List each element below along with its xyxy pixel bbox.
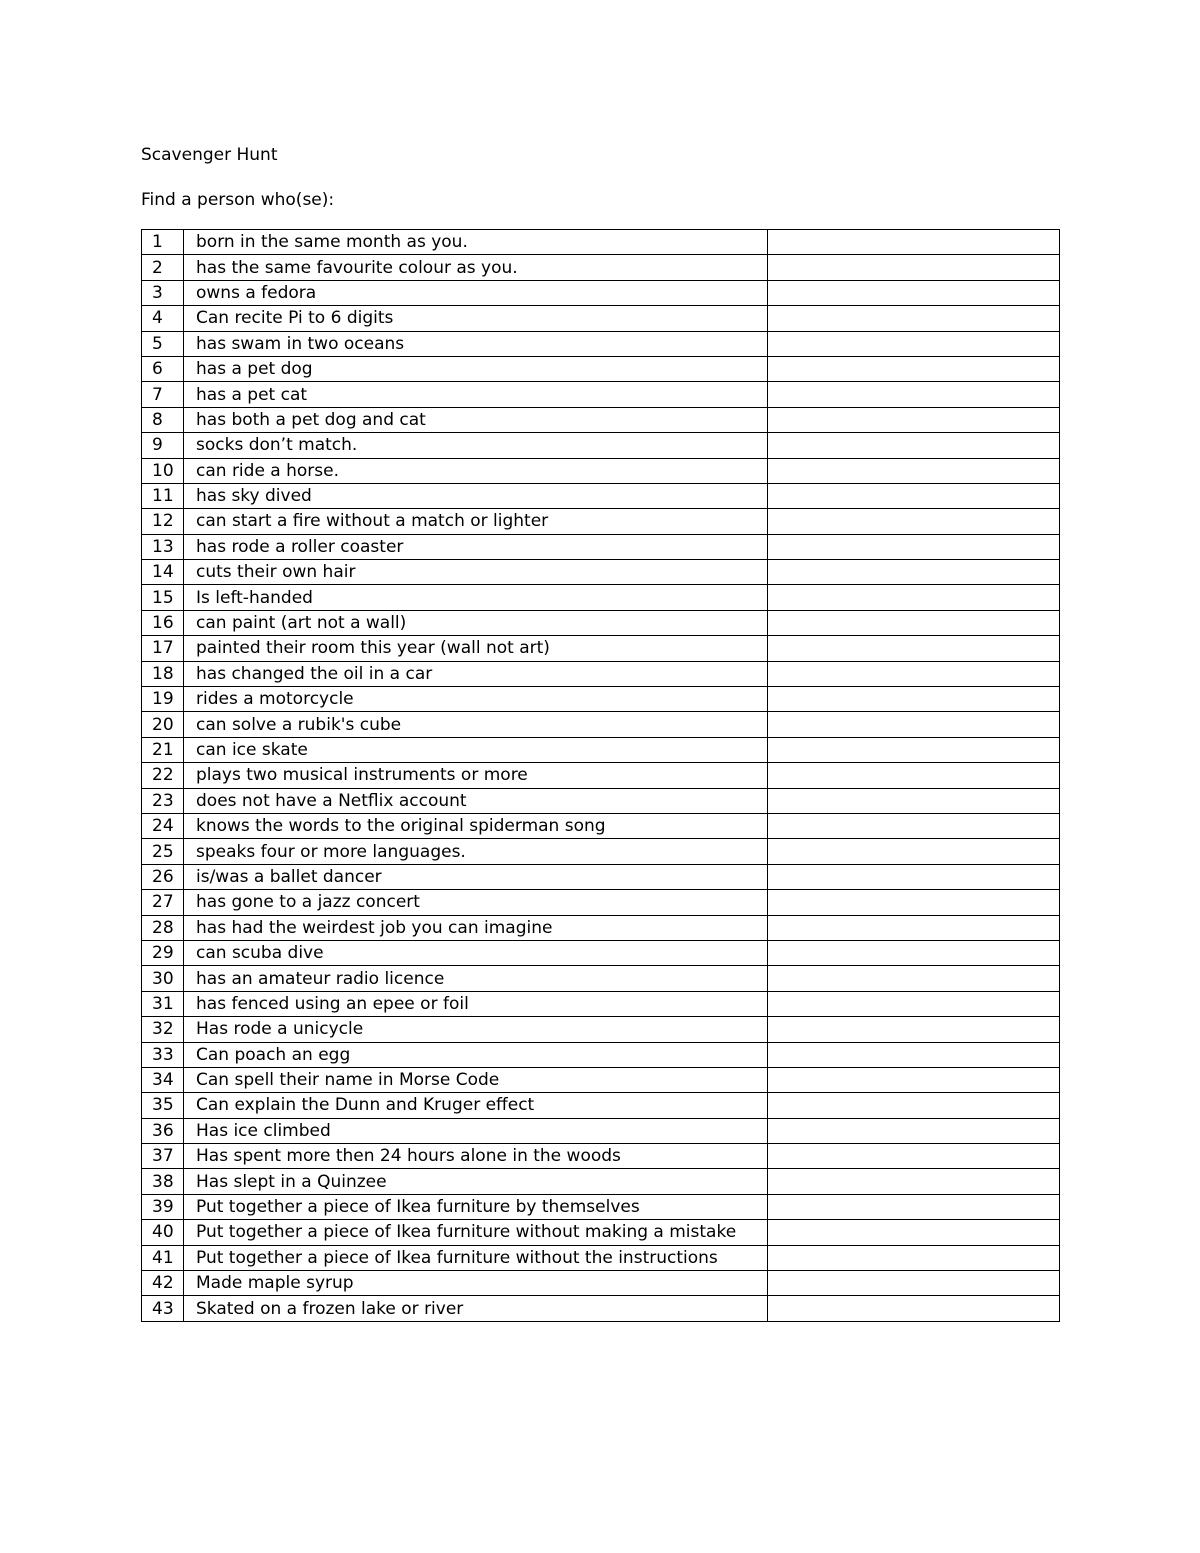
table-row bbox=[142, 839, 1060, 864]
row-number: 20 bbox=[142, 712, 184, 737]
row-description: Put together a piece of Ikea furniture without the instructions bbox=[184, 1245, 768, 1270]
row-description: Can explain the Dunn and Kruger effect bbox=[184, 1093, 768, 1118]
row-description: Can recite Pi to 6 digits bbox=[184, 306, 768, 331]
row-name-blank bbox=[768, 585, 1060, 610]
row-name-blank bbox=[768, 509, 1060, 534]
row-name-blank bbox=[768, 230, 1060, 255]
row-description: Put together a piece of Ikea furniture by themselves bbox=[184, 1194, 768, 1219]
row-name-blank bbox=[768, 712, 1060, 737]
row-description: speaks four or more languages. bbox=[184, 839, 768, 864]
row-name-blank bbox=[768, 1194, 1060, 1219]
table-row bbox=[142, 585, 1060, 610]
row-description: owns a fedora bbox=[184, 280, 768, 305]
row-number: 43 bbox=[142, 1296, 184, 1321]
row-number: 42 bbox=[142, 1271, 184, 1296]
row-number: 23 bbox=[142, 788, 184, 813]
table-row bbox=[142, 534, 1060, 559]
scavenger-hunt-table bbox=[141, 229, 1060, 1322]
row-description: can scuba dive bbox=[184, 940, 768, 965]
row-description: knows the words to the original spiderman song bbox=[184, 813, 768, 838]
row-number: 37 bbox=[142, 1144, 184, 1169]
row-number: 10 bbox=[142, 458, 184, 483]
table-row bbox=[142, 483, 1060, 508]
table-row bbox=[142, 864, 1060, 889]
row-number: 41 bbox=[142, 1245, 184, 1270]
row-description: Made maple syrup bbox=[184, 1271, 768, 1296]
row-number: 33 bbox=[142, 1042, 184, 1067]
row-name-blank bbox=[768, 839, 1060, 864]
row-number: 7 bbox=[142, 382, 184, 407]
row-number: 9 bbox=[142, 433, 184, 458]
scavenger-hunt-table-body bbox=[142, 230, 1060, 1322]
table-row bbox=[142, 1271, 1060, 1296]
row-description: Has spent more then 24 hours alone in the woods bbox=[184, 1144, 768, 1169]
row-description: does not have a Netflix account bbox=[184, 788, 768, 813]
row-description: Can poach an egg bbox=[184, 1042, 768, 1067]
page-title: Scavenger Hunt bbox=[141, 145, 278, 165]
row-number: 6 bbox=[142, 356, 184, 381]
table-row bbox=[142, 1144, 1060, 1169]
row-name-blank bbox=[768, 1169, 1060, 1194]
row-number: 3 bbox=[142, 280, 184, 305]
row-description: socks don’t match. bbox=[184, 433, 768, 458]
table-row bbox=[142, 636, 1060, 661]
row-description: Has ice climbed bbox=[184, 1118, 768, 1143]
table-row bbox=[142, 687, 1060, 712]
row-description: Put together a piece of Ikea furniture without making a mistake bbox=[184, 1220, 768, 1245]
row-number: 35 bbox=[142, 1093, 184, 1118]
row-number: 1 bbox=[142, 230, 184, 255]
table-row bbox=[142, 1220, 1060, 1245]
row-number: 5 bbox=[142, 331, 184, 356]
table-row bbox=[142, 1296, 1060, 1321]
table-row bbox=[142, 1194, 1060, 1219]
row-name-blank bbox=[768, 306, 1060, 331]
table-row bbox=[142, 966, 1060, 991]
row-name-blank bbox=[768, 560, 1060, 585]
row-name-blank bbox=[768, 458, 1060, 483]
table-row bbox=[142, 331, 1060, 356]
table-row bbox=[142, 712, 1060, 737]
row-number: 27 bbox=[142, 890, 184, 915]
table-row bbox=[142, 1042, 1060, 1067]
row-number: 4 bbox=[142, 306, 184, 331]
row-number: 28 bbox=[142, 915, 184, 940]
table-row bbox=[142, 890, 1060, 915]
table-row bbox=[142, 1169, 1060, 1194]
table-row bbox=[142, 1118, 1060, 1143]
row-number: 16 bbox=[142, 610, 184, 635]
row-number: 34 bbox=[142, 1067, 184, 1092]
row-name-blank bbox=[768, 483, 1060, 508]
row-description: Is left-handed bbox=[184, 585, 768, 610]
table-row bbox=[142, 813, 1060, 838]
row-name-blank bbox=[768, 1118, 1060, 1143]
row-description: has rode a roller coaster bbox=[184, 534, 768, 559]
table-row bbox=[142, 382, 1060, 407]
table-row bbox=[142, 1067, 1060, 1092]
row-number: 25 bbox=[142, 839, 184, 864]
row-name-blank bbox=[768, 636, 1060, 661]
row-name-blank bbox=[768, 356, 1060, 381]
row-description: has both a pet dog and cat bbox=[184, 407, 768, 432]
table-row bbox=[142, 255, 1060, 280]
row-description: Skated on a frozen lake or river bbox=[184, 1296, 768, 1321]
row-description: Has rode a unicycle bbox=[184, 1017, 768, 1042]
table-row bbox=[142, 433, 1060, 458]
row-name-blank bbox=[768, 1245, 1060, 1270]
row-name-blank bbox=[768, 991, 1060, 1016]
row-name-blank bbox=[768, 890, 1060, 915]
row-number: 21 bbox=[142, 737, 184, 762]
table-row bbox=[142, 915, 1060, 940]
row-number: 40 bbox=[142, 1220, 184, 1245]
row-name-blank bbox=[768, 864, 1060, 889]
row-name-blank bbox=[768, 280, 1060, 305]
table-row bbox=[142, 280, 1060, 305]
row-name-blank bbox=[768, 966, 1060, 991]
row-name-blank bbox=[768, 1067, 1060, 1092]
row-number: 30 bbox=[142, 966, 184, 991]
row-description: has gone to a jazz concert bbox=[184, 890, 768, 915]
row-description: has a pet cat bbox=[184, 382, 768, 407]
row-name-blank bbox=[768, 1220, 1060, 1245]
row-description: has sky dived bbox=[184, 483, 768, 508]
row-description: Can spell their name in Morse Code bbox=[184, 1067, 768, 1092]
table-row bbox=[142, 407, 1060, 432]
row-name-blank bbox=[768, 788, 1060, 813]
row-name-blank bbox=[768, 382, 1060, 407]
row-name-blank bbox=[768, 1144, 1060, 1169]
row-number: 11 bbox=[142, 483, 184, 508]
row-name-blank bbox=[768, 763, 1060, 788]
row-description: can ice skate bbox=[184, 737, 768, 762]
row-number: 14 bbox=[142, 560, 184, 585]
table-row bbox=[142, 737, 1060, 762]
table-row bbox=[142, 1093, 1060, 1118]
row-number: 13 bbox=[142, 534, 184, 559]
instruction-text: Find a person who(se): bbox=[141, 190, 335, 210]
row-name-blank bbox=[768, 1271, 1060, 1296]
row-name-blank bbox=[768, 1093, 1060, 1118]
row-number: 38 bbox=[142, 1169, 184, 1194]
table-row bbox=[142, 788, 1060, 813]
row-name-blank bbox=[768, 915, 1060, 940]
table-row bbox=[142, 763, 1060, 788]
row-number: 12 bbox=[142, 509, 184, 534]
row-name-blank bbox=[768, 534, 1060, 559]
row-description: has fenced using an epee or foil bbox=[184, 991, 768, 1016]
row-number: 24 bbox=[142, 813, 184, 838]
row-number: 19 bbox=[142, 687, 184, 712]
row-name-blank bbox=[768, 255, 1060, 280]
table-row bbox=[142, 458, 1060, 483]
row-number: 15 bbox=[142, 585, 184, 610]
row-name-blank bbox=[768, 407, 1060, 432]
row-description: has a pet dog bbox=[184, 356, 768, 381]
table-row bbox=[142, 560, 1060, 585]
table-row bbox=[142, 356, 1060, 381]
row-name-blank bbox=[768, 661, 1060, 686]
row-description: can ride a horse. bbox=[184, 458, 768, 483]
row-number: 32 bbox=[142, 1017, 184, 1042]
row-description: cuts their own hair bbox=[184, 560, 768, 585]
table-row bbox=[142, 306, 1060, 331]
row-name-blank bbox=[768, 940, 1060, 965]
table-row bbox=[142, 230, 1060, 255]
row-description: has an amateur radio licence bbox=[184, 966, 768, 991]
row-description: plays two musical instruments or more bbox=[184, 763, 768, 788]
row-description: painted their room this year (wall not art) bbox=[184, 636, 768, 661]
row-number: 18 bbox=[142, 661, 184, 686]
row-description: has swam in two oceans bbox=[184, 331, 768, 356]
row-description: has changed the oil in a car bbox=[184, 661, 768, 686]
row-name-blank bbox=[768, 687, 1060, 712]
row-number: 36 bbox=[142, 1118, 184, 1143]
row-number: 22 bbox=[142, 763, 184, 788]
row-number: 29 bbox=[142, 940, 184, 965]
row-description: Has slept in a Quinzee bbox=[184, 1169, 768, 1194]
row-name-blank bbox=[768, 610, 1060, 635]
table-row bbox=[142, 991, 1060, 1016]
row-number: 2 bbox=[142, 255, 184, 280]
row-description: can solve a rubik's cube bbox=[184, 712, 768, 737]
table-row bbox=[142, 940, 1060, 965]
row-name-blank bbox=[768, 433, 1060, 458]
row-number: 39 bbox=[142, 1194, 184, 1219]
table-row bbox=[142, 610, 1060, 635]
row-name-blank bbox=[768, 331, 1060, 356]
row-description: is/was a ballet dancer bbox=[184, 864, 768, 889]
row-description: has had the weirdest job you can imagine bbox=[184, 915, 768, 940]
row-number: 8 bbox=[142, 407, 184, 432]
row-number: 17 bbox=[142, 636, 184, 661]
table-row bbox=[142, 509, 1060, 534]
row-description: can start a fire without a match or lighter bbox=[184, 509, 768, 534]
row-name-blank bbox=[768, 737, 1060, 762]
row-number: 26 bbox=[142, 864, 184, 889]
table-row bbox=[142, 1245, 1060, 1270]
row-description: rides a motorcycle bbox=[184, 687, 768, 712]
row-name-blank bbox=[768, 1042, 1060, 1067]
table-row bbox=[142, 1017, 1060, 1042]
row-description: born in the same month as you. bbox=[184, 230, 768, 255]
row-number: 31 bbox=[142, 991, 184, 1016]
row-name-blank bbox=[768, 1296, 1060, 1321]
row-description: can paint (art not a wall) bbox=[184, 610, 768, 635]
row-description: has the same favourite colour as you. bbox=[184, 255, 768, 280]
table-row bbox=[142, 661, 1060, 686]
row-name-blank bbox=[768, 813, 1060, 838]
row-name-blank bbox=[768, 1017, 1060, 1042]
